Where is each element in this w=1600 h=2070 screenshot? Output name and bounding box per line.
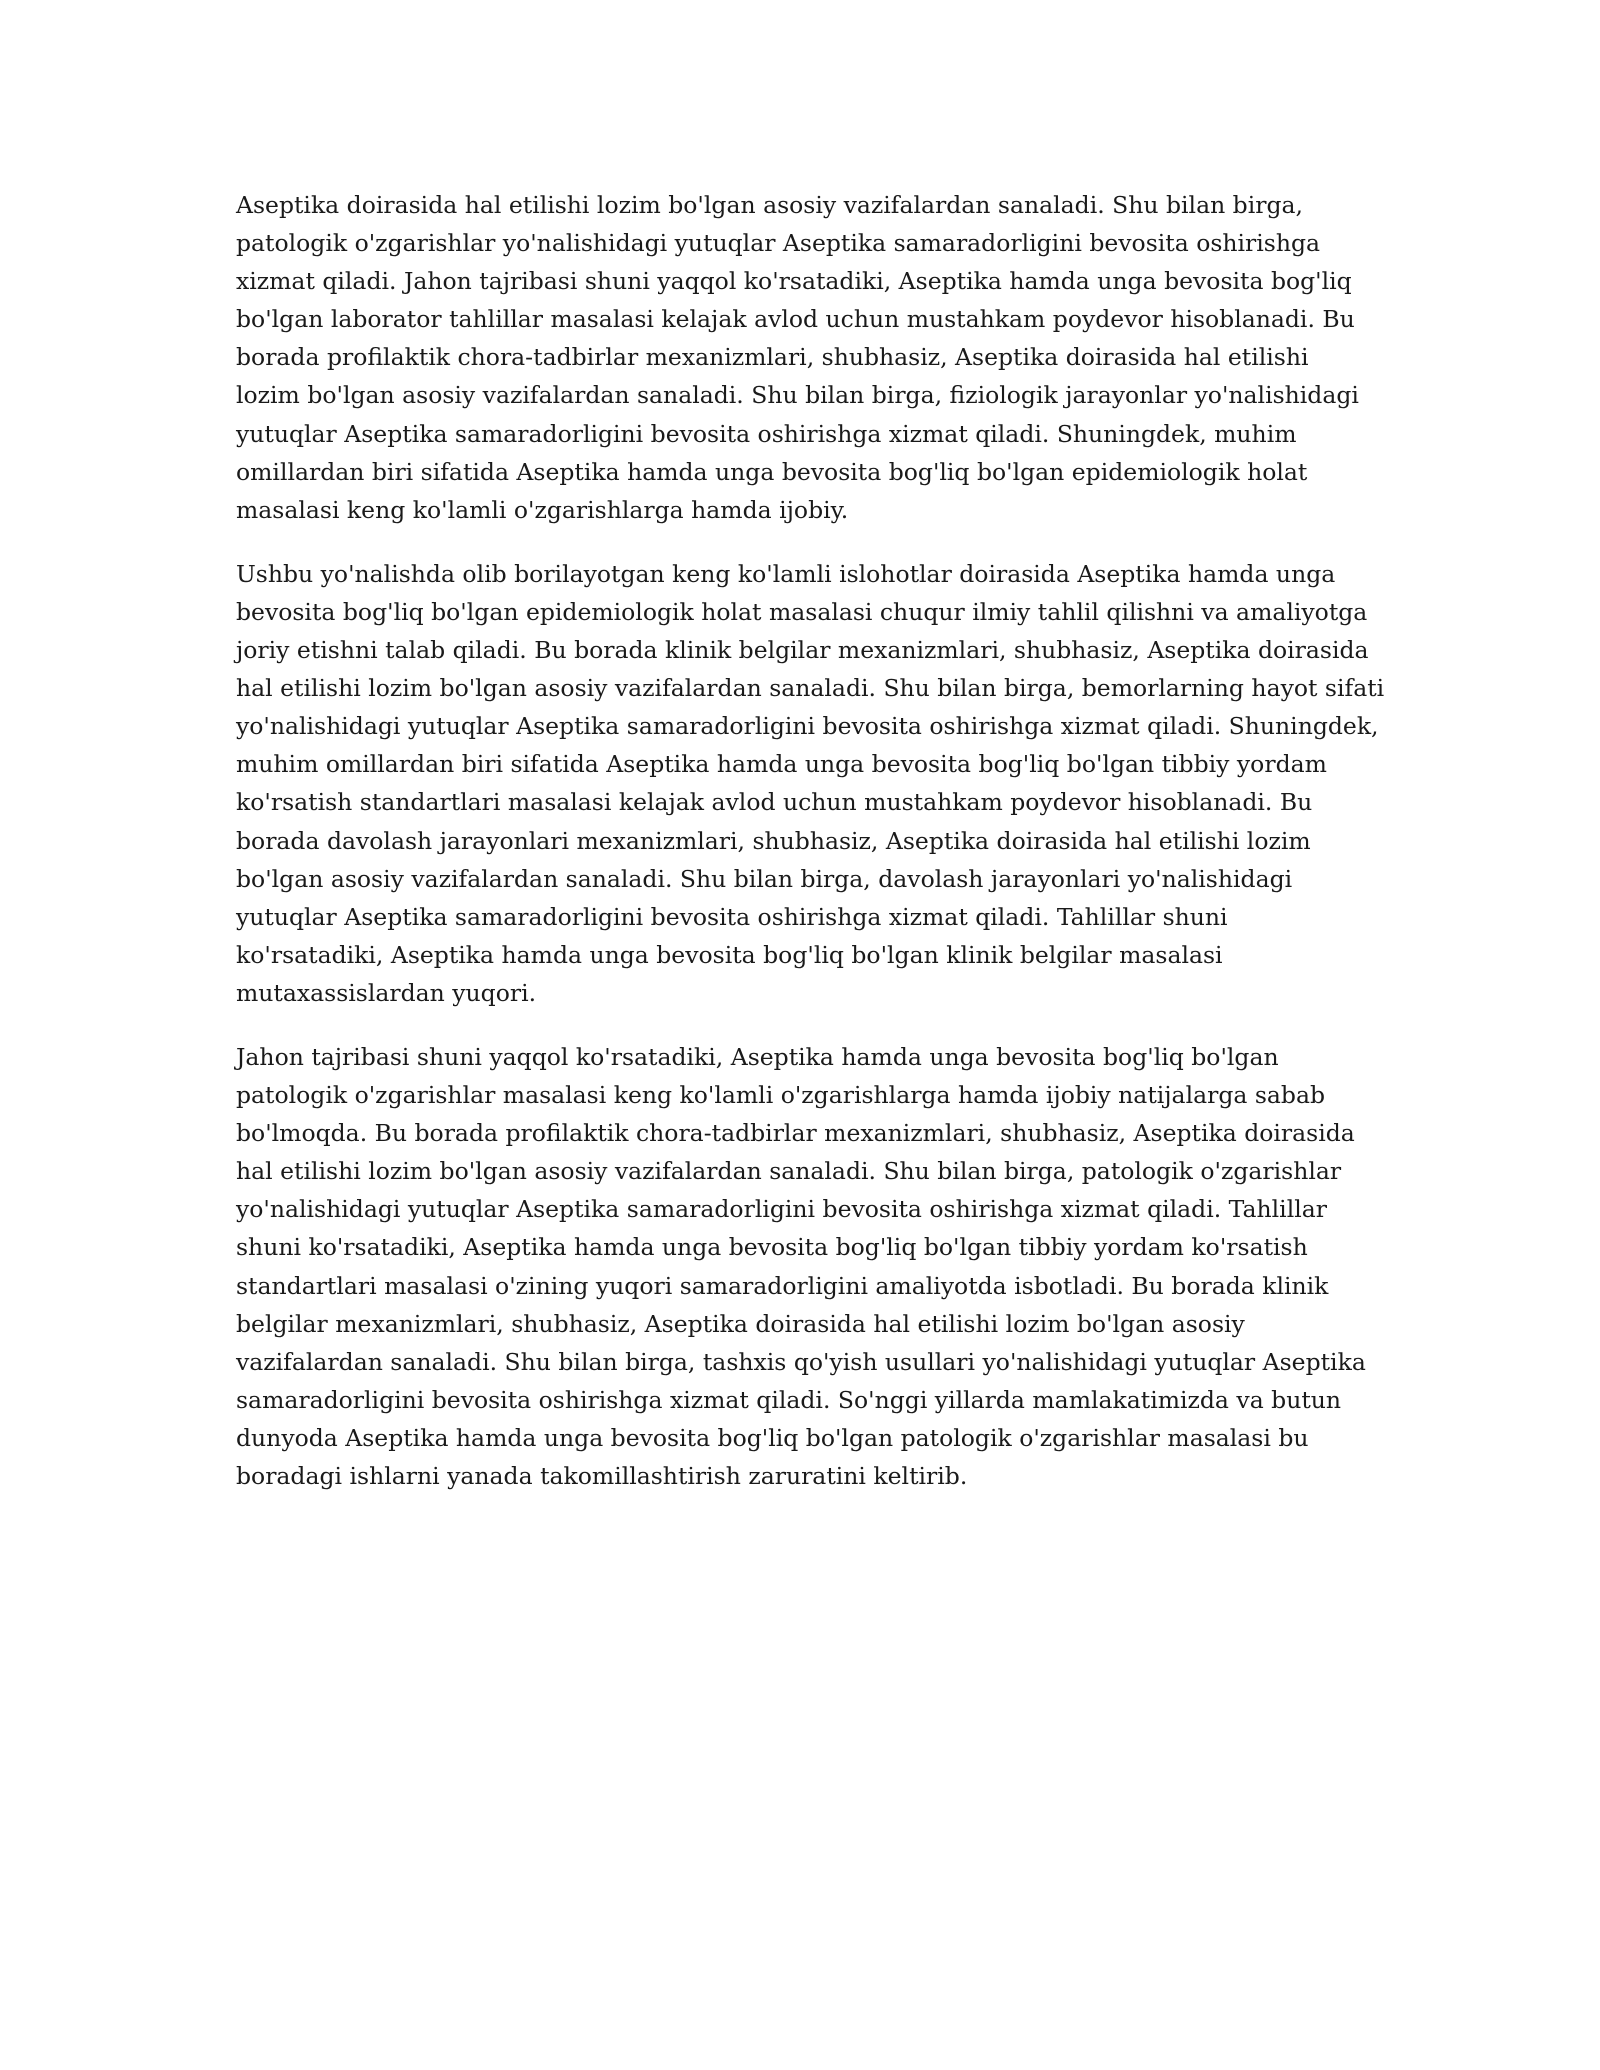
text-line: masalasi keng ko'lamli o'zgarishlarga hamda ijobiy. <box>236 495 849 524</box>
text-line: yutuqlar Aseptika samaradorligini bevosita oshirishga xizmat qiladi. Tahlillar shuni <box>236 902 1228 931</box>
text-line: vazifalardan sanaladi. Shu bilan birga, tashxis qo'yish usullari yo'nalishidagi yutuqlar Aseptika <box>236 1347 1366 1376</box>
text-line: belgilar mexanizmlari, shubhasiz, Aseptika doirasida hal etilishi lozim bo'lgan asosiy <box>236 1309 1245 1338</box>
text-line: bo'lgan laborator tahlillar masalasi kelajak avlod uchun mustahkam poydevor hisoblanadi. Bu <box>236 305 1355 334</box>
text-line: lozim bo'lgan asosiy vazifalardan sanaladi. Shu bilan birga, fiziologik jarayonlar yo'nalishidagi <box>236 381 1359 410</box>
text-line: patologik o'zgarishlar masalasi keng ko'lamli o'zgarishlarga hamda ijobiy natijalarga sabab <box>236 1081 1326 1110</box>
text-line: Aseptika doirasida hal etilishi lozim bo'lgan asosiy vazifalardan sanaladi. Shu bilan birga, <box>236 191 1304 219</box>
text-line: standartlari masalasi o'zining yuqori samaradorligini amaliyotda isbotladi. Bu borada klinik <box>236 1271 1329 1300</box>
text-line: boradagi ishlarni yanada takomillashtirish zaruratini keltirib. <box>236 1462 968 1490</box>
paragraph-1 <box>236 186 1366 529</box>
paragraph-2 <box>236 555 1385 1012</box>
text-line: yo'nalishidagi yutuqlar Aseptika samaradorligini bevosita oshirishga xizmat qiladi. Shuningdek, <box>236 712 1379 741</box>
text-line: Jahon tajribasi shuni yaqqol ko'rsatadiki, Aseptika hamda unga bevosita bog'liq bo'lgan <box>236 1042 1279 1071</box>
document-body <box>236 186 1385 1521</box>
text-line: ko'rsatish standartlari masalasi kelajak avlod uchun mustahkam poydevor hisoblanadi. Bu <box>236 788 1313 817</box>
text-line: shuni ko'rsatadiki, Aseptika hamda unga bevosita bog'liq bo'lgan tibbiy yordam ko'rsatish <box>236 1233 1308 1262</box>
text-line: xizmat qiladi. Jahon tajribasi shuni yaqqol ko'rsatadiki, Aseptika hamda unga bevosita bog'liq <box>236 267 1352 296</box>
text-line: patologik o'zgarishlar yo'nalishidagi yutuqlar Aseptika samaradorligini bevosita oshirishga <box>236 229 1321 258</box>
text-line: joriy etishni talab qiladi. Bu borada klinik belgilar mexanizmlari, shubhasiz, Aseptika doirasida <box>236 636 1369 665</box>
text-line: omillardan biri sifatida Aseptika hamda unga bevosita bog'liq bo'lgan epidemiologik holat <box>236 457 1308 486</box>
text-line: bo'lmoqda. Bu borada profilaktik chora-tadbirlar mexanizmlari, shubhasiz, Aseptika doirasida <box>236 1119 1355 1148</box>
text-line: bo'lgan asosiy vazifalardan sanaladi. Shu bilan birga, davolash jarayonlari yo'nalishidagi <box>236 864 1293 893</box>
paragraph-3 <box>236 1038 1366 1495</box>
text-line: borada davolash jarayonlari mexanizmlari, shubhasiz, Aseptika doirasida hal etilishi lozim <box>236 826 1311 855</box>
text-line: bevosita bog'liq bo'lgan epidemiologik holat masalasi chuqur ilmiy tahlil qilishni va amaliyotga <box>236 597 1368 626</box>
text-line: dunyoda Aseptika hamda unga bevosita bog'liq bo'lgan patologik o'zgarishlar masalasi bu <box>236 1423 1309 1452</box>
text-line: hal etilishi lozim bo'lgan asosiy vazifalardan sanaladi. Shu bilan birga, bemorlarning hayot sifati <box>236 674 1385 703</box>
text-line: yo'nalishidagi yutuqlar Aseptika samaradorligini bevosita oshirishga xizmat qiladi. Tahlillar <box>236 1195 1327 1224</box>
text-line: yutuqlar Aseptika samaradorligini bevosita oshirishga xizmat qiladi. Shuningdek, muhim <box>236 419 1297 448</box>
text-line: hal etilishi lozim bo'lgan asosiy vazifalardan sanaladi. Shu bilan birga, patologik o'zgarishlar <box>236 1157 1342 1186</box>
text-line: ko'rsatadiki, Aseptika hamda unga bevosita bog'liq bo'lgan klinik belgilar masalasi <box>236 940 1223 969</box>
text-line: samaradorligini bevosita oshirishga xizmat qiladi. So'nggi yillarda mamlakatimizda va butun <box>236 1385 1342 1414</box>
text-line: borada profilaktik chora-tadbirlar mexanizmlari, shubhasiz, Aseptika doirasida hal etilishi <box>236 343 1309 372</box>
text-line: muhim omillardan biri sifatida Aseptika hamda unga bevosita bog'liq bo'lgan tibbiy yordam <box>236 750 1327 779</box>
text-line: mutaxassislardan yuqori. <box>236 978 537 1007</box>
text-line: Ushbu yo'nalishda olib borilayotgan keng ko'lamli islohotlar doirasida Aseptika hamda unga <box>236 559 1336 588</box>
